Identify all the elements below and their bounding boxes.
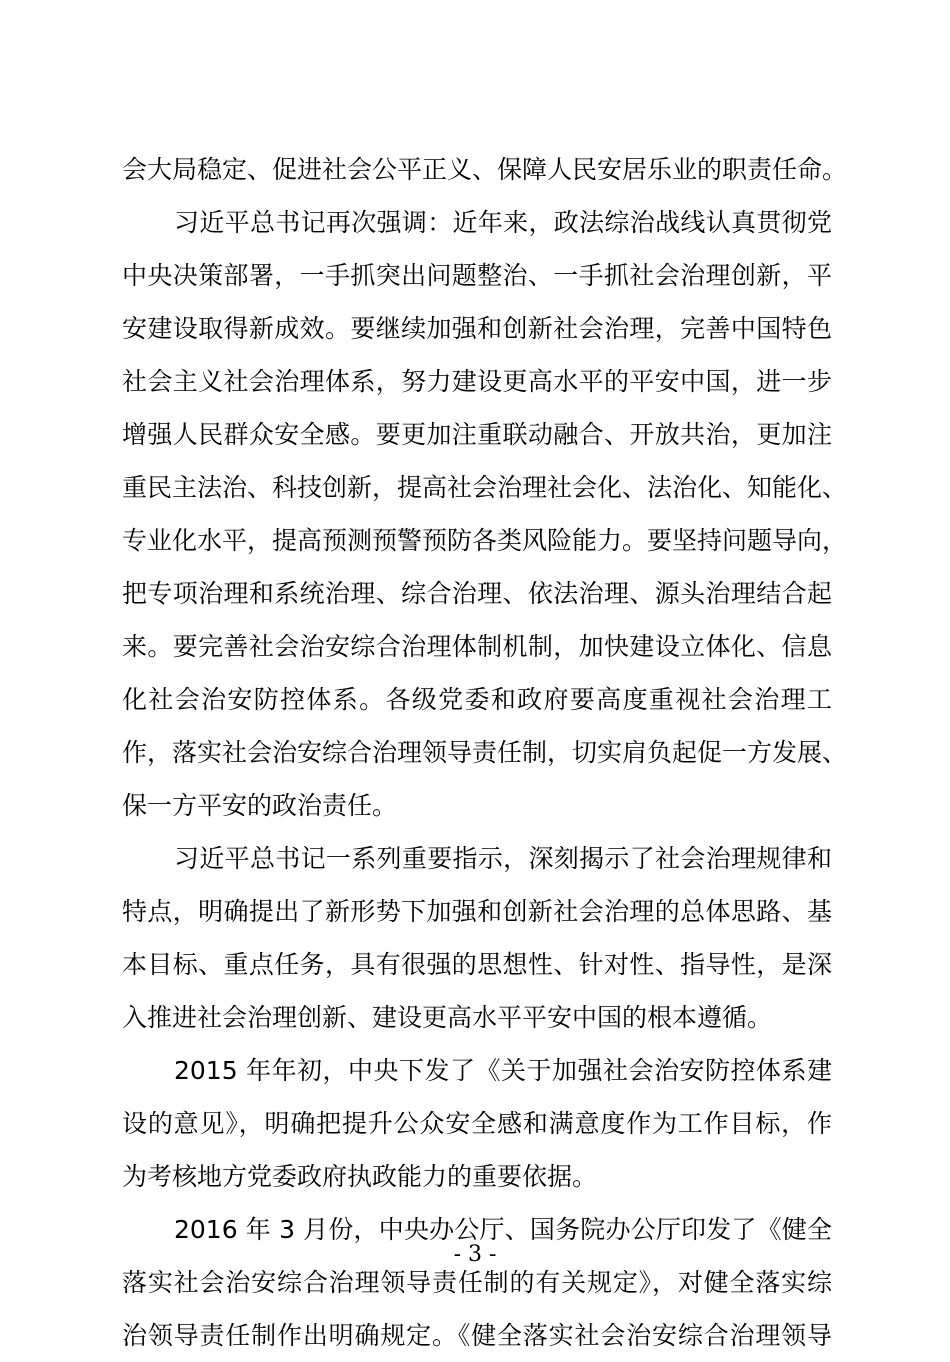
document-body [122,143,848,1362]
text-line: 化社会治安防控体系。各级党委和政府要高度重视社会治理工 [122,685,832,714]
text-line: 专业化水平，提高预测预警预防各类风险能力。要坚持问题导向， [122,526,848,555]
text-line: 中央决策部署，一手抓突出问题整治、一手抓社会治理创新，平 [122,261,832,290]
text-line: 把专项治理和系统治理、综合治理、依法治理、源头治理结合起 [122,579,832,608]
text-line: 习近平总书记一系列重要指示，深刻揭示了社会治理规律和 [174,844,832,873]
text-line: 重民主法治、科技创新，提高社会治理社会化、法治化、知能化、 [122,473,848,502]
text-line: 会大局稳定、促进社会公平正义、保障人民安居乐业的职责任命。 [122,155,848,184]
page-number: - 3 - [453,1242,497,1267]
text-line: 社会主义社会治理体系，努力建设更高水平的平安中国，进一步 [122,367,832,396]
text-line: 保一方平安的政治责任。 [122,791,398,820]
text-line: 作，落实社会治安综合治理领导责任制，切实肩负起促一方发展、 [122,738,848,767]
text-line: 落实社会治安综合治理领导责任制的有关规定》，对健全落实综 [122,1268,832,1297]
text-line: 安建设取得新成效。要继续加强和创新社会治理，完善中国特色 [122,314,832,343]
text-line: 设的意见》，明确把提升公众安全感和满意度作为工作目标，作 [122,1109,832,1138]
text-line: 2016 年 3 月份，中央办公厅、国务院办公厅印发了《健全 [174,1215,832,1244]
text-line: 本目标、重点任务，具有很强的思想性、针对性、指导性，是深 [122,950,832,979]
text-line: 治领导责任制作出明确规定。《健全落实社会治安综合治理领导 [122,1321,832,1350]
text-line: 2015 年年初，中央下发了《关于加强社会治安防控体系建 [174,1056,832,1085]
text-line: 入推进社会治理创新、建设更高水平平安中国的根本遵循。 [122,1003,773,1032]
text-line: 习近平总书记再次强调：近年来，政法综治战线认真贯彻党 [174,208,832,237]
text-line: 来。要完善社会治安综合治理体制机制，加快建设立体化、信息 [122,632,832,661]
text-line: 特点，明确提出了新形势下加强和创新社会治理的总体思路、基 [122,897,832,926]
text-line: 为考核地方党委政府执政能力的重要依据。 [122,1162,598,1191]
text-line: 增强人民群众安全感。要更加注重联动融合、开放共治，更加注 [122,420,832,449]
